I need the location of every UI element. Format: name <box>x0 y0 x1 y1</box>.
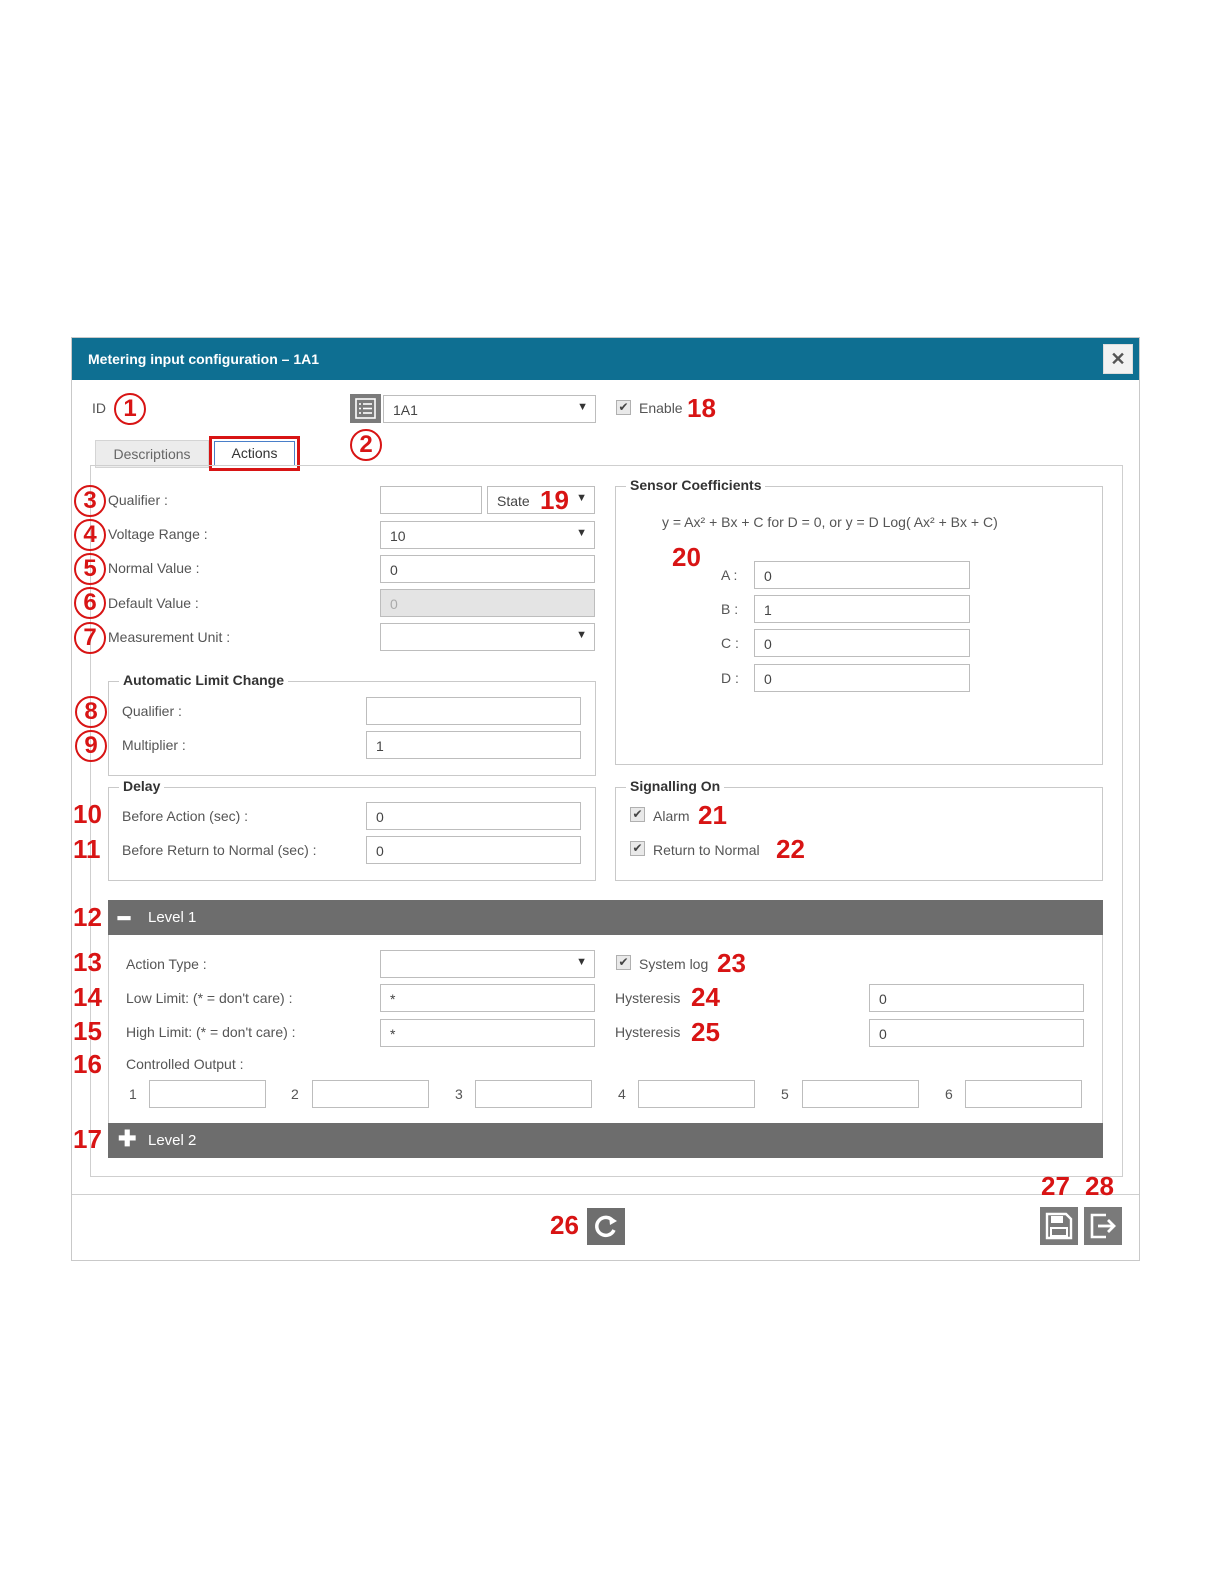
multiplier-input[interactable]: 1 <box>366 731 581 759</box>
coef-a-label: A : <box>721 567 738 583</box>
minus-icon: ━ <box>118 908 131 930</box>
automatic-limit-change-legend: Automatic Limit Change <box>119 672 288 688</box>
callout-6: 6 <box>74 587 106 619</box>
automatic-limit-change-group <box>108 672 596 776</box>
level-2-header[interactable] <box>108 1123 1103 1158</box>
high-limit-input[interactable]: * <box>380 1019 595 1047</box>
alc-qualifier-input[interactable] <box>366 697 581 725</box>
return-to-normal-label: Return to Normal <box>653 842 760 858</box>
output-3-label: 3 <box>455 1086 463 1102</box>
output-3-input[interactable] <box>475 1080 592 1108</box>
normal-value-label: Normal Value : <box>108 560 200 576</box>
coef-c-input[interactable]: 0 <box>754 629 970 657</box>
signalling-on-legend: Signalling On <box>626 778 724 794</box>
output-2-label: 2 <box>291 1086 299 1102</box>
action-type-label: Action Type : <box>126 956 207 972</box>
tab-actions[interactable]: Actions <box>214 441 295 466</box>
sensor-formula: y = Ax² + Bx + C for D = 0, or y = D Log( Ax² + Bx + C) <box>662 514 998 530</box>
system-log-checkbox[interactable]: ✔ <box>616 955 631 970</box>
tab-descriptions[interactable]: Descriptions <box>95 440 209 468</box>
callout-13: 13 <box>73 947 102 977</box>
controlled-output-label: Controlled Output : <box>126 1056 244 1072</box>
callout-17: 17 <box>73 1124 102 1154</box>
level-2-title: Level 2 <box>148 1132 197 1149</box>
callout-4: 4 <box>74 519 106 551</box>
chevron-down-icon: ▼ <box>576 956 587 968</box>
callout-12: 12 <box>73 902 102 932</box>
output-2-input[interactable] <box>312 1080 429 1108</box>
hysteresis-high-input[interactable]: 0 <box>869 1019 1084 1047</box>
dialog-titlebar <box>72 338 1139 380</box>
hysteresis-low-input[interactable]: 0 <box>869 984 1084 1012</box>
callout-1: 1 <box>114 393 146 425</box>
coef-d-input[interactable]: 0 <box>754 664 970 692</box>
callout-14: 14 <box>73 982 102 1012</box>
close-icon[interactable]: ✕ <box>1103 344 1133 374</box>
chevron-down-icon: ▼ <box>576 492 587 504</box>
qualifier-label: Qualifier : <box>108 492 168 508</box>
coef-a-input[interactable]: 0 <box>754 561 970 589</box>
footer-divider <box>72 1194 1139 1195</box>
qualifier-mode-value: State <box>497 493 530 509</box>
refresh-icon[interactable] <box>587 1208 625 1245</box>
list-icon[interactable] <box>350 394 381 423</box>
output-4-label: 4 <box>618 1086 626 1102</box>
callout-19: 19 <box>540 485 569 515</box>
callout-10: 10 <box>73 799 102 829</box>
callout-23: 23 <box>717 948 746 978</box>
exit-icon[interactable] <box>1084 1207 1122 1245</box>
output-5-label: 5 <box>781 1086 789 1102</box>
alarm-label: Alarm <box>653 808 690 824</box>
output-1-input[interactable] <box>149 1080 266 1108</box>
hysteresis-low-label: Hysteresis <box>615 990 681 1006</box>
system-log-label: System log <box>639 956 709 972</box>
callout-22: 22 <box>776 834 805 864</box>
delay-legend: Delay <box>119 778 164 794</box>
qualifier-input[interactable] <box>380 486 482 514</box>
voltage-range-label: Voltage Range : <box>108 526 208 542</box>
callout-26: 26 <box>550 1210 579 1240</box>
level-1-title: Level 1 <box>148 909 197 926</box>
enable-checkbox[interactable]: ✔ <box>616 400 631 415</box>
callout-28: 28 <box>1085 1171 1114 1201</box>
alc-qualifier-label: Qualifier : <box>122 703 182 719</box>
measurement-unit-select[interactable] <box>380 623 595 651</box>
callout-8: 8 <box>75 696 107 728</box>
id-select-value: 1A1 <box>393 402 418 418</box>
save-icon[interactable] <box>1040 1207 1078 1245</box>
output-4-input[interactable] <box>638 1080 755 1108</box>
voltage-range-select[interactable] <box>380 521 595 549</box>
callout-9: 9 <box>75 730 107 762</box>
output-5-input[interactable] <box>802 1080 919 1108</box>
low-limit-label: Low Limit: (* = don't care) : <box>126 990 293 1006</box>
callout-15: 15 <box>73 1016 102 1046</box>
callout-27: 27 <box>1041 1171 1070 1201</box>
level-1-header[interactable] <box>108 900 1103 935</box>
output-6-input[interactable] <box>965 1080 1082 1108</box>
id-select[interactable] <box>383 395 596 423</box>
voltage-range-value: 10 <box>390 528 406 544</box>
callout-16: 16 <box>73 1049 102 1079</box>
callout-5: 5 <box>74 553 106 585</box>
plus-icon: ✚ <box>118 1126 137 1151</box>
measurement-unit-label: Measurement Unit : <box>108 629 231 645</box>
callout-21: 21 <box>698 800 727 830</box>
chevron-down-icon: ▼ <box>576 629 587 641</box>
before-action-input[interactable]: 0 <box>366 802 581 830</box>
callout-3: 3 <box>74 485 106 517</box>
callout-20: 20 <box>672 542 701 572</box>
output-1-label: 1 <box>129 1086 137 1102</box>
enable-label: Enable <box>639 400 683 416</box>
callout-7: 7 <box>74 622 106 654</box>
low-limit-input[interactable]: * <box>380 984 595 1012</box>
chevron-down-icon: ▼ <box>576 527 587 539</box>
action-type-select[interactable] <box>380 950 595 978</box>
before-action-label: Before Action (sec) : <box>122 808 249 824</box>
callout-24: 24 <box>691 982 720 1012</box>
chevron-down-icon: ▼ <box>577 401 588 413</box>
hysteresis-high-label: Hysteresis <box>615 1024 681 1040</box>
sensor-coefficients-legend: Sensor Coefficients <box>626 477 765 493</box>
high-limit-label: High Limit: (* = don't care) : <box>126 1024 296 1040</box>
alarm-checkbox[interactable]: ✔ <box>630 807 645 822</box>
callout-2: 2 <box>350 429 382 461</box>
signalling-on-group <box>615 778 1103 881</box>
return-to-normal-checkbox[interactable]: ✔ <box>630 841 645 856</box>
callout-18: 18 <box>687 393 716 423</box>
normal-value-input[interactable]: 0 <box>380 555 595 583</box>
default-value-label: Default Value : <box>108 595 199 611</box>
default-value-input: 0 <box>380 589 595 617</box>
coef-b-label: B : <box>721 601 739 617</box>
before-return-input[interactable]: 0 <box>366 836 581 864</box>
callout-25: 25 <box>691 1017 720 1047</box>
multiplier-label: Multiplier : <box>122 737 186 753</box>
dialog-title: Metering input configuration – 1A1 <box>88 351 320 367</box>
before-return-label: Before Return to Normal (sec) : <box>122 842 317 858</box>
output-6-label: 6 <box>945 1086 953 1102</box>
id-label: ID <box>92 400 106 416</box>
coef-c-label: C : <box>721 635 739 651</box>
coef-b-input[interactable]: 1 <box>754 595 970 623</box>
coef-d-label: D : <box>721 670 739 686</box>
callout-11: 11 <box>73 834 101 864</box>
